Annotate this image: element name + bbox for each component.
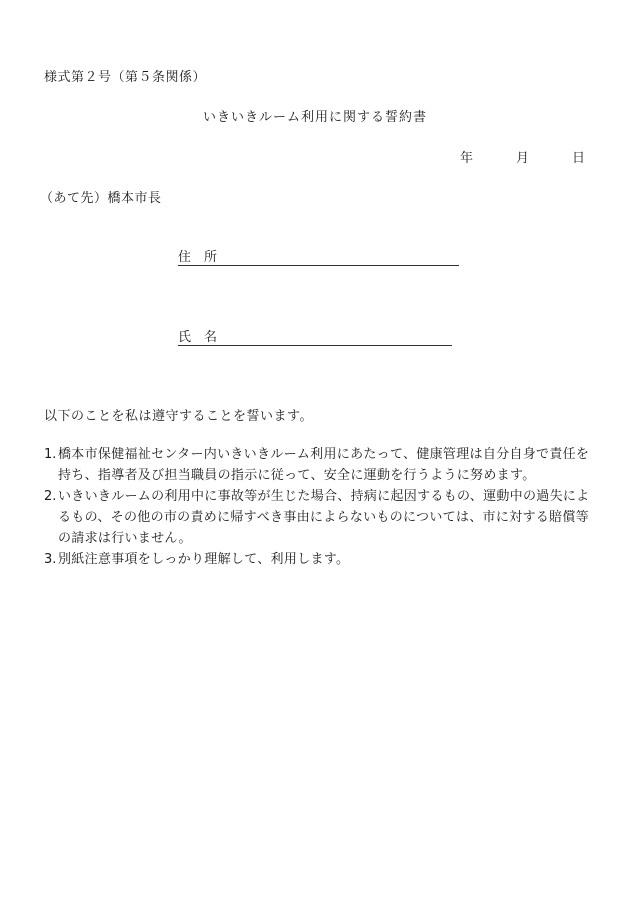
term-number: 3.: [44, 552, 57, 567]
term-text: 橋本市保健福祉センター内いきいきルーム利用にあたって、健康管理は自分自身で責任を持ち、指導者及び担当職員の指示に従って、安全に運動を行うように努めます。: [58, 447, 590, 483]
term-text: いきいきルームの利用中に事故等が生じた場合、持病に起因するもの、運動中の過失によるもの、その他の市の責めに帰すべき事由によらないものについては、市に対する賠償等の請求は行いません。: [58, 489, 590, 546]
name-line[interactable]: [230, 331, 452, 346]
term-item: [44, 486, 592, 549]
addressee: （あて先）橋本市長: [40, 191, 162, 206]
form-number: 様式第２号（第５条関係）: [44, 70, 207, 85]
month-label: 月: [515, 151, 529, 166]
term-text: 別紙注意事項をしっかり理解して、利用します。: [58, 552, 350, 567]
terms-list: [44, 444, 592, 570]
day-label: 日: [571, 151, 585, 166]
name-field: [178, 326, 452, 346]
address-line[interactable]: [230, 251, 459, 266]
pledge-intro: 以下のことを私は遵守することを誓います。: [44, 409, 313, 424]
term-item: [44, 444, 592, 486]
document-title: いきいきルーム利用に関する誓約書: [202, 110, 427, 125]
date-line: [417, 147, 585, 166]
name-label: 氏名: [178, 326, 230, 346]
address-label: 住所: [178, 246, 230, 266]
term-number: 1.: [44, 447, 57, 462]
address-field: [178, 246, 459, 266]
term-number: 2.: [44, 489, 57, 504]
term-item: [44, 549, 592, 570]
year-label: 年: [459, 151, 473, 166]
